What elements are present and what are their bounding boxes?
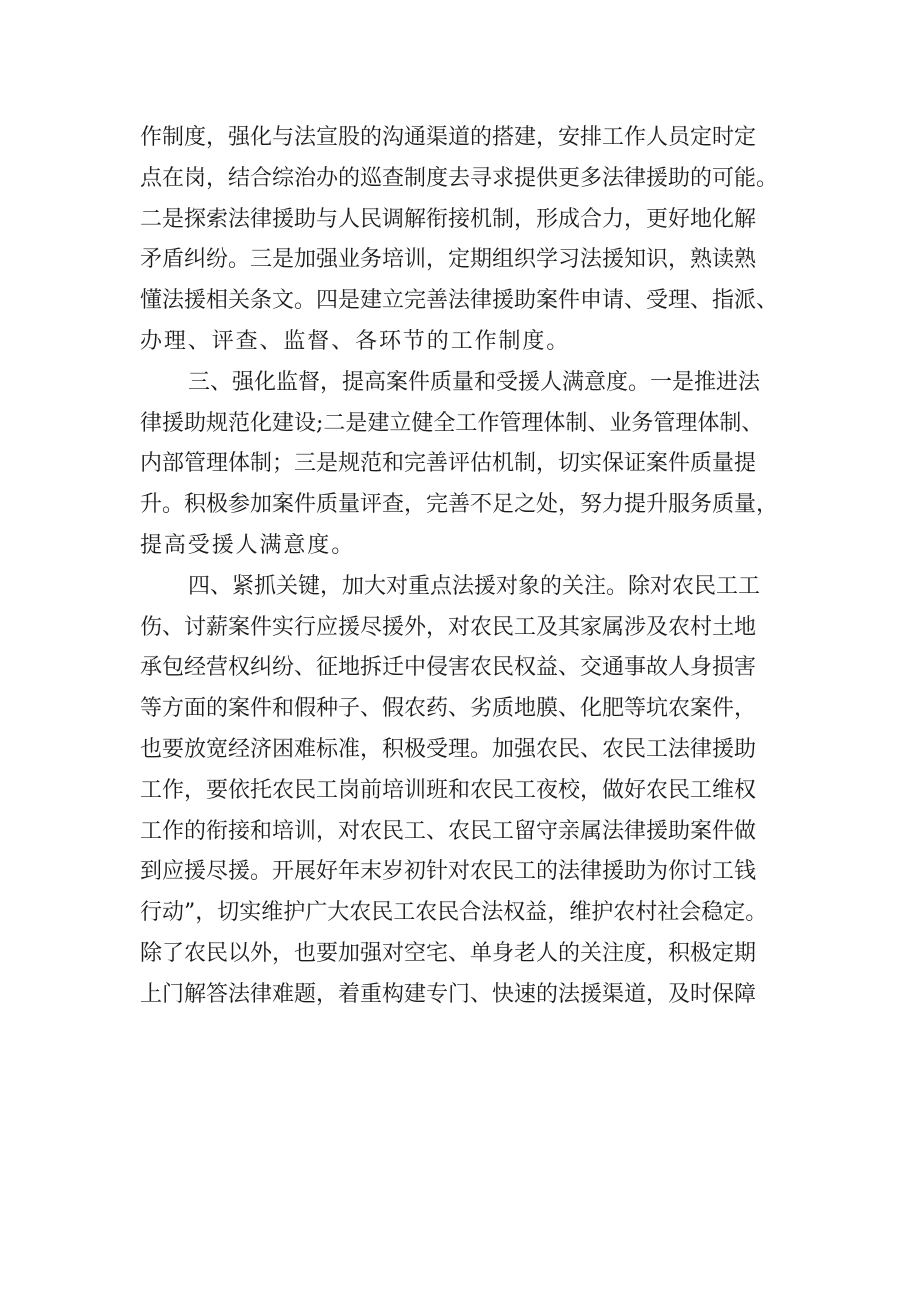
paragraph-first-line: 四、紧抓关键，加大对重点法援对象的关注。除对农民工工: [188, 573, 761, 599]
text-line: 懂法援相关条文。四是建立完善法律援助案件申请、受理、指派、: [140, 288, 779, 314]
text-line: 作制度，强化与法宣股的沟通渠道的搭建，安排工作人员定时定: [140, 125, 757, 150]
text-line: 矛盾纠纷。三是加强业务培训，定期组织学习法援知识，熟读熟: [140, 247, 757, 273]
text-line: 上门解答法律难题，着重构建专门、快速的法援渠道，及时保障: [140, 981, 757, 1007]
text-line: 升。积极参加案件质量评查，完善不足之处，努力提升服务质量，: [140, 492, 779, 518]
text-line: 办理、评查、监督、各环节的工作制度。: [140, 328, 571, 354]
text-line: 工作，要依托农民工岗前培训班和农民工夜校，做好农民工维权: [140, 777, 757, 803]
text-line: 到应援尽援。开展好年末岁初针对农民工的法律援助为你讨工钱: [140, 859, 757, 885]
text-line: 工作的衔接和培训，对农民工、农民工留守亲属法律援助案件做: [140, 818, 757, 844]
text-line: 提高受援人满意度。: [140, 532, 356, 558]
text-line: 除了农民以外，也要加强对空宅、单身老人的关注度，积极定期: [140, 940, 757, 966]
text-line: 二是探索法律援助与人民调解衔接机制，形成合力，更好地化解: [140, 206, 757, 232]
text-line: 等方面的案件和假种子、假农药、劣质地膜、化肥等坑农案件，: [140, 696, 757, 722]
text-line: 行动”，切实维护广大农民工农民合法权益，维护农村社会稳定。: [140, 900, 768, 926]
text-line: 也要放宽经济困难标准，积极受理。加强农民、农民工法律援助: [140, 736, 757, 762]
text-line: 律援助规范化建设;二是建立健全工作管理体制、业务管理体制、: [140, 410, 764, 436]
document-body: [140, 118, 820, 1016]
text-line: 伤、讨薪案件实行应援尽援外，对农民工及其家属涉及农村土地: [140, 614, 757, 640]
text-line: 点在岗，结合综治办的巡查制度去寻求提供更多法律援助的可能。: [140, 165, 779, 191]
text-line: 承包经营权纠纷、征地拆迁中侵害农民权益、交通事故人身损害: [140, 655, 757, 681]
paragraph-first-line: 三、强化监督，提高案件质量和受援人满意度。一是推进法: [188, 369, 761, 395]
text-line: 内部管理体制；三是规范和完善评估机制，切实保证案件质量提: [140, 451, 757, 477]
